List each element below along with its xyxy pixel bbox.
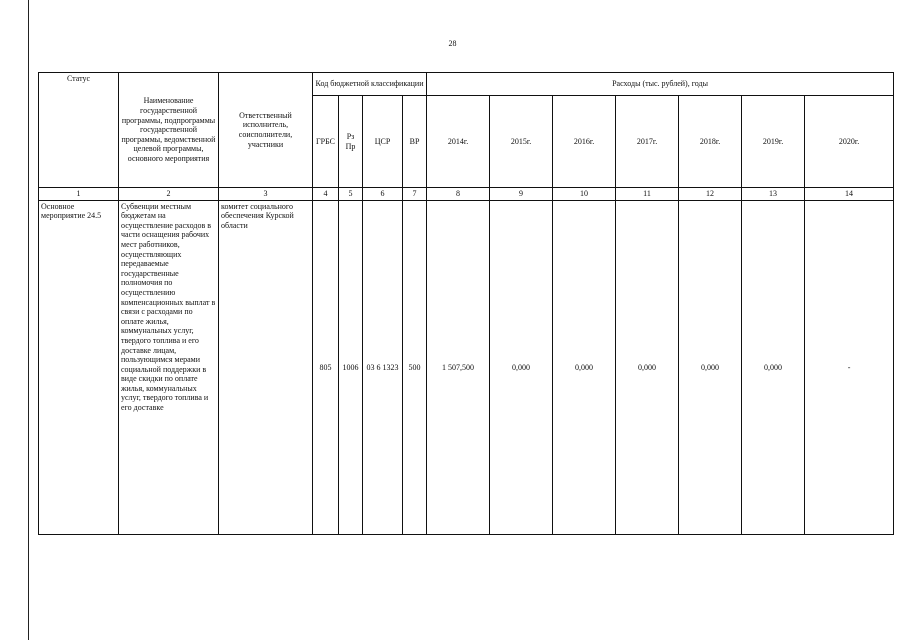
header-year-2015: 2015г. xyxy=(490,96,553,188)
row-value-2017: 0,000 xyxy=(616,200,679,534)
column-number: 4 xyxy=(313,188,339,201)
header-year-2018: 2018г. xyxy=(679,96,742,188)
row-grbs: 805 xyxy=(313,200,339,534)
header-expenses: Расходы (тыс. рублей), годы xyxy=(427,73,894,96)
column-number: 2 xyxy=(119,188,219,201)
scan-edge-line xyxy=(28,0,29,640)
header-row-1 xyxy=(39,73,894,96)
row-value-2016: 0,000 xyxy=(553,200,616,534)
row-vr: 500 xyxy=(403,200,427,534)
header-year-2017: 2017г. xyxy=(616,96,679,188)
header-budget-code: Код бюджетной классификации xyxy=(313,73,427,96)
row-value-2018: 0,000 xyxy=(679,200,742,534)
row-executor: комитет социального обеспечения Курской области xyxy=(219,200,313,534)
header-year-2016: 2016г. xyxy=(553,96,616,188)
column-number: 7 xyxy=(403,188,427,201)
page-number: 28 xyxy=(448,39,457,48)
row-value-2020: - xyxy=(805,200,894,534)
budget-table xyxy=(38,72,894,535)
header-grbs: ГРБС xyxy=(313,96,339,188)
row-csr: 03 6 1323 xyxy=(363,200,403,534)
row-value-2014: 1 507,500 xyxy=(427,200,490,534)
column-number: 8 xyxy=(427,188,490,201)
row-value-2019: 0,000 xyxy=(742,200,805,534)
header-csr: ЦСР xyxy=(363,96,403,188)
header-executor: Ответственный исполнитель, соисполнители, участники xyxy=(219,73,313,188)
column-number: 13 xyxy=(742,188,805,201)
column-number: 9 xyxy=(490,188,553,201)
header-year-2020: 2020г. xyxy=(805,96,894,188)
column-number: 14 xyxy=(805,188,894,201)
column-number: 10 xyxy=(553,188,616,201)
row-name: Субвенции местным бюджетам на осуществление расходов в части оснащения рабочих мест работников, осуществляющих передаваемые государственные полномочия по осуществлению компенсационных выплат в связи с расходами по оплате жилья, коммунальных услуг, твердого топлива и его доставке лицам, пользующимся мерами социальной поддержки в виде скидки по оплате жилья, коммунальных услуг, твердого топлива и его доставке xyxy=(119,200,219,534)
column-number-row xyxy=(39,188,894,201)
column-number: 6 xyxy=(363,188,403,201)
header-name: Наименование государственной программы, подпрограммы государственной программы, ведомственной целевой программы, основного мероприятия xyxy=(119,73,219,188)
column-number: 3 xyxy=(219,188,313,201)
column-number: 11 xyxy=(616,188,679,201)
header-year-2014: 2014г. xyxy=(427,96,490,188)
header-year-2019: 2019г. xyxy=(742,96,805,188)
row-status: Основное мероприятие 24.5 xyxy=(39,200,119,534)
row-value-2015: 0,000 xyxy=(490,200,553,534)
column-number: 12 xyxy=(679,188,742,201)
row-rzpr: 1006 xyxy=(339,200,363,534)
column-number: 5 xyxy=(339,188,363,201)
header-status: Статус xyxy=(39,73,119,188)
header-rzpr: Рз Пр xyxy=(339,96,363,188)
column-number: 1 xyxy=(39,188,119,201)
data-row xyxy=(39,200,894,534)
header-vr: ВР xyxy=(403,96,427,188)
